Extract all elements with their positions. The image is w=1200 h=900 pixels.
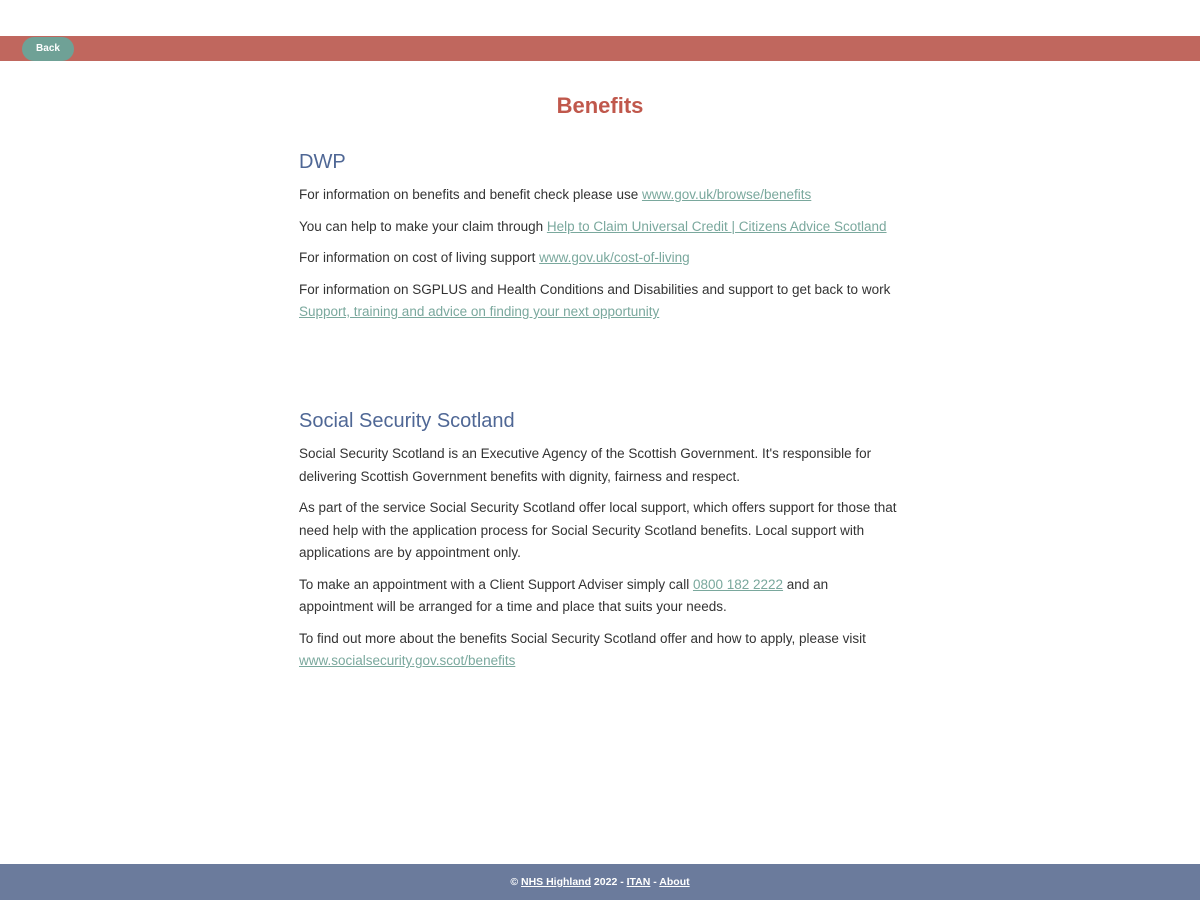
dwp-claim-text: You can help to make your claim through <box>299 218 547 234</box>
dwp-benefits-paragraph <box>299 184 899 207</box>
socialsecurity-benefits-link[interactable]: www.socialsecurity.gov.scot/benefits <box>299 653 516 668</box>
back-button[interactable]: Back <box>22 37 74 61</box>
footer-copyright: © <box>510 876 522 888</box>
dwp-sgplus-text: For information on SGPLUS and Health Conditions and Disabilities and support to get back to work <box>299 281 891 297</box>
sss-appointment-text: To make an appointment with a Client Support Adviser simply call <box>299 576 693 592</box>
sss-more-info-paragraph <box>299 628 899 673</box>
sss-appointment-paragraph <box>299 574 899 619</box>
support-training-link[interactable]: Support, training and advice on finding your next opportunity <box>299 304 660 319</box>
dwp-sgplus-paragraph <box>299 279 899 324</box>
cost-of-living-link[interactable]: www.gov.uk/cost-of-living <box>539 250 690 265</box>
dwp-benefits-text: For information on benefits and benefit check please use <box>299 187 642 202</box>
sss-heading: Social Security Scotland <box>299 410 515 432</box>
footer <box>0 864 1200 900</box>
about-link[interactable]: About <box>659 876 690 888</box>
dwp-cost-of-living-paragraph <box>299 247 899 270</box>
sss-intro-paragraph: Social Security Scotland is an Executive Agency of the Scottish Government. It's responsible for delivering Scottish Government benefits with dignity, fairness and respect. <box>299 446 872 484</box>
footer-separator: - <box>650 876 660 888</box>
help-to-claim-link[interactable]: Help to Claim Universal Credit | Citizens Advice Scotland <box>546 218 887 234</box>
sss-appointment-text-after: and an appointment will be arranged for a time and place that suits your needs. <box>299 576 829 614</box>
page-title: Benefits <box>556 93 644 118</box>
dwp-section <box>299 148 899 333</box>
itan-link[interactable]: ITAN <box>626 876 651 888</box>
dwp-claim-paragraph <box>299 216 899 239</box>
nhs-highland-link[interactable]: NHS Highland <box>521 876 592 888</box>
sss-more-info-text: To find out more about the benefits Social Security Scotland offer and how to apply, please visit <box>299 630 866 646</box>
footer-year: 2022 - <box>591 876 627 888</box>
sss-local-support-paragraph: As part of the service Social Security Scotland offer local support, which offers support for those that need help with the application process for Social Security Scotland benefits. Local support with applications are by appointment only. <box>299 500 897 560</box>
dwp-cost-of-living-text: For information on cost of living support <box>299 250 540 265</box>
gov-benefits-link[interactable]: www.gov.uk/browse/benefits <box>641 187 812 202</box>
dwp-heading: DWP <box>299 151 346 173</box>
phone-number-link[interactable]: 0800 182 2222 <box>692 576 784 592</box>
sss-section <box>299 407 899 682</box>
top-bar <box>0 36 1200 61</box>
